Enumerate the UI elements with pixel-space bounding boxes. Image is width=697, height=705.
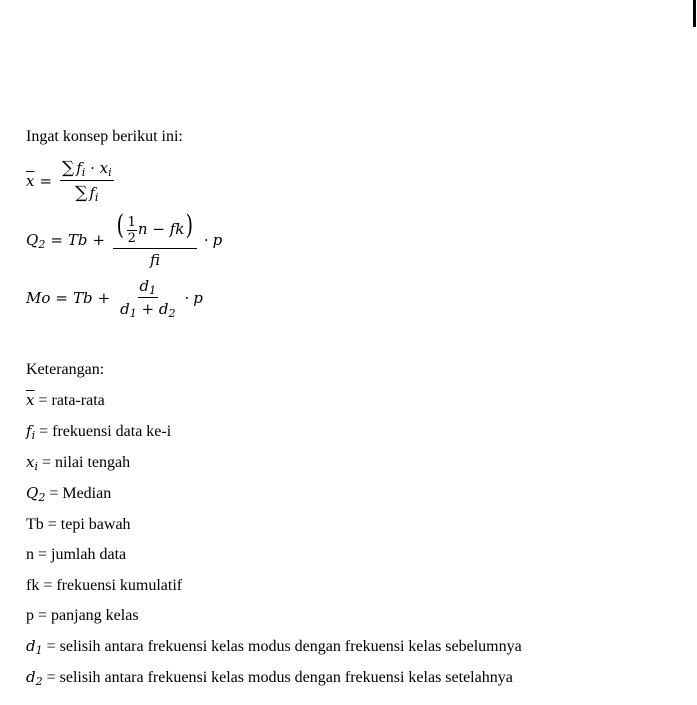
legend-item-xi: $x_i$ = nilai tengah xyxy=(26,453,131,473)
legend-item-d2: $d_2$ = selisih antara frekuensi kelas modus dengan frekuensi kelas setelahnya xyxy=(26,668,513,688)
legend-item-p: p = panjang kelas xyxy=(26,607,139,624)
legend-item-fi: $f_i$ = frekuensi data ke-i xyxy=(26,422,172,442)
intro-text: Ingat konsep berikut ini: xyxy=(26,128,183,145)
median-formula: $Q_2$ = Tb + ( $\frac{1}{2}$ n − fk) fi · p xyxy=(26,210,223,269)
mean-formula: $\overline{x}$ = $\frac{\sum f_i \cdot x_i}{\sum f_i}$ xyxy=(26,158,112,204)
legend-item-n: n = jumlah data xyxy=(26,546,127,563)
legend-item-q2: $Q_2$ = Median xyxy=(26,484,112,504)
legend-item-tb: Tb = tepi bawah xyxy=(26,516,131,533)
legend-item-mean: $\overline{x}$ = rata-rata xyxy=(26,391,105,409)
mode-formula: Mo = Tb + $\frac{d_1}{d_1 + d_2}$ · p xyxy=(26,277,203,320)
keterangan-heading: Keterangan: xyxy=(26,361,105,378)
text-cursor xyxy=(693,0,696,27)
legend-item-fk: fk = frekuensi kumulatif xyxy=(26,577,183,594)
legend-item-d1: $d_1$ = selisih antara frekuensi kelas modus dengan frekuensi kelas sebelumnya xyxy=(26,637,522,657)
